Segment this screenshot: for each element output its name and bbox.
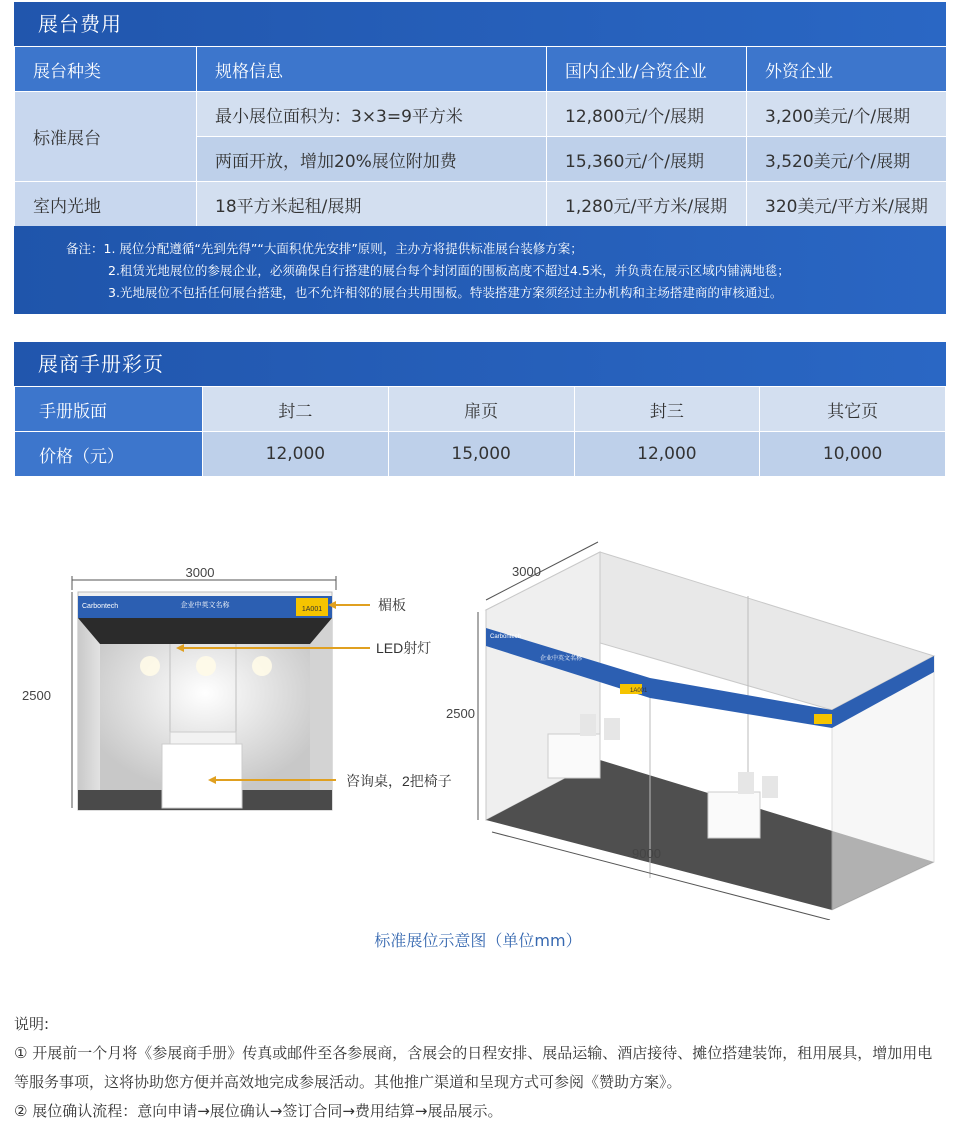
- table-row: [15, 92, 947, 137]
- row-label-price: 价格（元）: [15, 432, 203, 477]
- front-fascia-number: 1A001: [301, 606, 323, 613]
- manual-col: 封三: [574, 387, 760, 432]
- manual-price: 12,000: [574, 432, 760, 477]
- category-indoor: 室内光地: [15, 182, 197, 227]
- category-standard: 标准展台: [15, 92, 197, 182]
- row-label-page: 手册版面: [15, 387, 203, 432]
- callout-fascia: 楣板: [378, 597, 406, 613]
- foreign-price: 3,200美元/个/展期: [747, 92, 947, 137]
- domestic-price: 15,360元/个/展期: [547, 137, 747, 182]
- foreign-price: 320美元/平方米/展期: [747, 182, 947, 227]
- description-item-2: ② 展位确认流程：意向申请→展位确认→签订合同→费用结算→展品展示。: [14, 1102, 503, 1120]
- col-header-type: 展台种类: [15, 47, 197, 92]
- spec-cell: 两面开放，增加20%展位附加费: [197, 137, 547, 182]
- table-header-row: [15, 47, 947, 92]
- booth-fees-title: 展台费用: [14, 2, 946, 46]
- description: [14, 1010, 944, 1126]
- booth-diagram: [0, 500, 956, 920]
- manual-table: [14, 386, 946, 477]
- front-view-booth: [22, 565, 452, 810]
- manual-title: 展商手册彩页: [14, 342, 946, 386]
- callout-led: LED射灯: [376, 640, 432, 656]
- table-row: [15, 432, 946, 477]
- domestic-price: 1,280元/平方米/展期: [547, 182, 747, 227]
- manual-col: 封二: [203, 387, 389, 432]
- spec-cell: 18平方米起租/展期: [197, 182, 547, 227]
- front-height-label: 2500: [22, 688, 51, 703]
- manual-col: 其它页: [760, 387, 946, 432]
- note-line-2: 2.租赁光地展位的参展企业，必须确保自行搭建的展台每个封闭面的围板高度不超过4.5米，并负责在展示区域内铺满地毯；: [108, 263, 790, 278]
- front-fascia-name: 企业中英文名称: [180, 602, 230, 609]
- description-heading: 说明:: [14, 1015, 50, 1033]
- isometric-booth: [446, 542, 934, 920]
- foreign-price: 3,520美元/个/展期: [747, 137, 947, 182]
- note-line-1: 备注：1. 展位分配遵循“先到先得”“大面积优先安排”原则，主办方将提供标准展台装修方案；: [66, 241, 583, 256]
- diagram-caption: 标准展位示意图（单位mm）: [374, 931, 582, 950]
- iso-width-label: 9000: [632, 846, 661, 861]
- col-header-domestic: 国内企业/合资企业: [547, 47, 747, 92]
- front-fascia-logo: Carbontech: [82, 603, 119, 610]
- manual-price: 15,000: [388, 432, 574, 477]
- booth-fees-notes: [14, 226, 946, 314]
- manual-col: 扉页: [388, 387, 574, 432]
- description-item-1: ① 开展前一个月将《参展商手册》传真或邮件至各参展商，含展会的日程安排、展品运输、酒店接待、摊位搭建装饰，租用展具，增加用电等服务事项，这将协助您方便并高效地完成参展活动。其他推广渠道和呈现方式可参阅《赞助方案》。: [14, 1044, 933, 1091]
- iso-height-label: 2500: [446, 706, 475, 721]
- domestic-price: 12,800元/个/展期: [547, 92, 747, 137]
- iso-fascia-name: 企业中英文名称: [540, 656, 583, 662]
- iso-fascia-logo: Carbontech: [490, 634, 522, 640]
- booth-fees-table: [14, 46, 947, 227]
- note-line-3: 3.光地展位不包括任何展台搭建，也不允许相邻的展台共用围板。特装搭建方案须经过主办机构和主场搭建商的审核通过。: [108, 285, 783, 300]
- col-header-spec: 规格信息: [197, 47, 547, 92]
- table-row: [15, 387, 946, 432]
- front-width-label: 3000: [185, 565, 215, 580]
- callout-desk: 咨询桌，2把椅子: [346, 773, 452, 789]
- iso-fascia-number: 1A001: [630, 688, 648, 694]
- iso-depth-label: 3000: [512, 564, 541, 579]
- spec-cell: 最小展位面积为：3×3=9平方米: [197, 92, 547, 137]
- table-row: [15, 182, 947, 227]
- manual-price: 12,000: [203, 432, 389, 477]
- manual-price: 10,000: [760, 432, 946, 477]
- col-header-foreign: 外资企业: [747, 47, 947, 92]
